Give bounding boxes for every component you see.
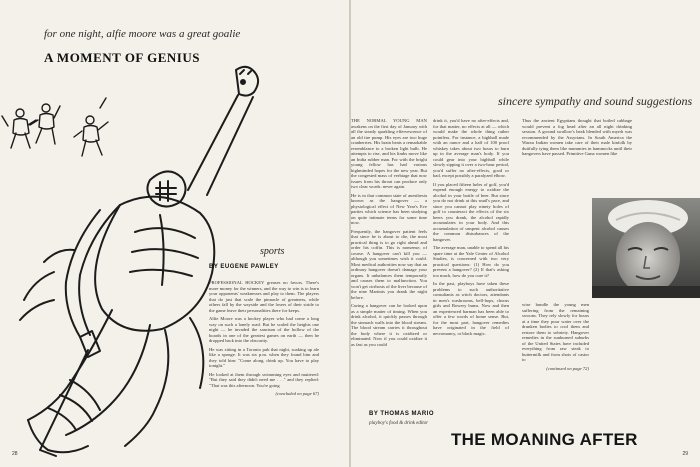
- right-column-1: [351, 118, 427, 350]
- left-paragraph: PROFESSIONAL HOCKEY greases no favors. There's more money for the winners, and the way to win is to learn your opponents' weaknesses and play to them. The players that do just that scale the pinnacle of greatness, while others fall by the wayside and the losers of their stride to the game leave their personalities there for keeps.: [209, 280, 319, 313]
- page-number-left: 28: [12, 451, 18, 457]
- right-paragraph: wise bundle the young men suffering from the remaining swoons. They rely slowly for hours at a time they pour water over the drunken bodies to cool them and restore them to sobriety. Hangover remedies in the sunburned suburbs of the United States have included everything from raw steak to buttermilk and from shots of castor to: [522, 302, 589, 362]
- right-column-2: [433, 118, 509, 339]
- right-byline-subtitle: playboy's food & drink editor: [369, 421, 429, 426]
- right-paragraph: In the past, playboys have taken these problems to such authoritative consultants as witch doctors, attendants in men's washrooms, bell-hops, chorus girls and Bowery bums. Now and then an experienced barman has been able to offer a few words of home sense. But, for the most part, hangover remedies have originated in the field of necromancy, or black magic.: [433, 281, 509, 336]
- article-headline: THE MOANING AFTER: [451, 430, 638, 449]
- right-column-3: [522, 118, 632, 160]
- right-paragraph: The average man, unable to spend all his spare time at the Yale Center of Alcohol Studies, is concerned with two very practical questions: (1) How do you prevent a hangover? (2) If that's asking too much, how do you cure it?: [433, 245, 509, 278]
- left-byline: BY EUGENE PAWLEY: [209, 264, 279, 270]
- left-page: [0, 0, 349, 467]
- left-paragraph: Alfie Moore was a hockey player who had come a long way on such a lonely road. But he scaled the heights one night — he invaded the sanctum of the hollow of the boards in one of the greatest games on earth — then he dropped back into the obscurity.: [209, 316, 319, 343]
- continued-note: (continued on page 72): [546, 365, 589, 371]
- right-paragraph: Curing a hangover can be looked upon as a simple matter of timing. When you drink alcohol, it quickly passes through the stomach walls into the blood stream. The blood stream carries it throughout the body where it is oxidized or eliminated. Now if you could oxidize it as fast as you could: [351, 303, 427, 347]
- article-title: A MOMENT OF GENIUS: [44, 50, 200, 65]
- right-paragraph: drink it, you'd have no after-effects and, for that matter, no effects at all — which would make the whole thing rather pointless. For instance, a highball made with an ounce and a half of 100 proof whiskey takes about two hours to burn up in the average man's body. If you could gear into your highball while slowly sipping it over a two-hour period, you'd suffer no after-effects, good or bad, except possibly a paralyzed elbow.: [433, 118, 509, 178]
- section-label: sports: [260, 246, 285, 257]
- right-kicker: sincere sympathy and sound suggestions: [498, 94, 693, 108]
- right-paragraph: Frequently, the hangover patient feels that since he is about to die, the most practical thing is to go right ahead and order his coffin. This is nonsense, of course. A hangover can't kill you — although you sometimes wish it could. Most medical authorities now say that an ordinary hangover doesn't damage your organs. It unbalances them temporarily and causes them to malfunction. You won't get cirrhosis of the liver because of the nine Martinis you drank the night before.: [351, 228, 427, 300]
- right-byline: BY THOMAS MARIO: [369, 411, 435, 417]
- right-paragraph: If you placed fifteen holes of golf, you'd expend enough energy to oxidize the alcohol in your bottle of beer. But since you do not drink at this snail's pace, and since you cannot play ninety holes of golf to counteract the effects of the six beers you drank, the alcohol rapidly accumulates in your body. And this accumulation of unspent alcohol causes the common disturbances of the hangover.: [433, 181, 509, 242]
- left-column: [209, 280, 319, 397]
- hungover-man-photo: [592, 198, 700, 298]
- left-kicker: for one night, alfie moore was a great goalie: [44, 28, 241, 40]
- right-paragraph: THE NORMAL YOUNG MAN awakens on the first day of January with all the steady sparkling effervescence of an old tire pump. His eyes are two huge cranberries. His brain beats a remarkable resemblance to a broken light bulb. He attempts to rise, and his limbs move like an India rubber man. For with the bright young fellow has had various highminded hopes for the new year. But the congested mass of verbiage that now issues from his throat can produce only two clear words: never again.: [351, 118, 427, 189]
- right-column-3b: [522, 302, 589, 371]
- right-paragraph: Thus the ancient Egyptians thought that boiled cabbage would prevent a fog head after an all night drinking session. A ground swallow's beak blended with myrrh was recommended by the Assyrians. In South America the Warau Indian women take care of their male kinfolk by dutifully tying them like mummies in hammocks until their hangovers have passed. Primitive Guna women like: [522, 118, 632, 156]
- continued-note: (concluded on page 67): [275, 391, 319, 396]
- left-paragraph: He was sitting in a Toronto pub that night, soaking up ale like a sponge. It was six p.m. when they found him and they told him: "Come along, drink up. You have to play tonight.": [209, 346, 319, 368]
- hockey-illustration: [0, 0, 349, 467]
- page-number-right: 29: [682, 451, 688, 457]
- right-paragraph: He is in that common state of anesthesia known as the hangover — a physiological effect of New Year's Eve parties which science has been studying on quite intimate terms for some time now.: [351, 192, 427, 225]
- left-paragraph: He looked at them through swimming eyes and muttered: "But they said they didn't need me . . ." and they replied: "That was this afternoon. You're going: [209, 371, 319, 388]
